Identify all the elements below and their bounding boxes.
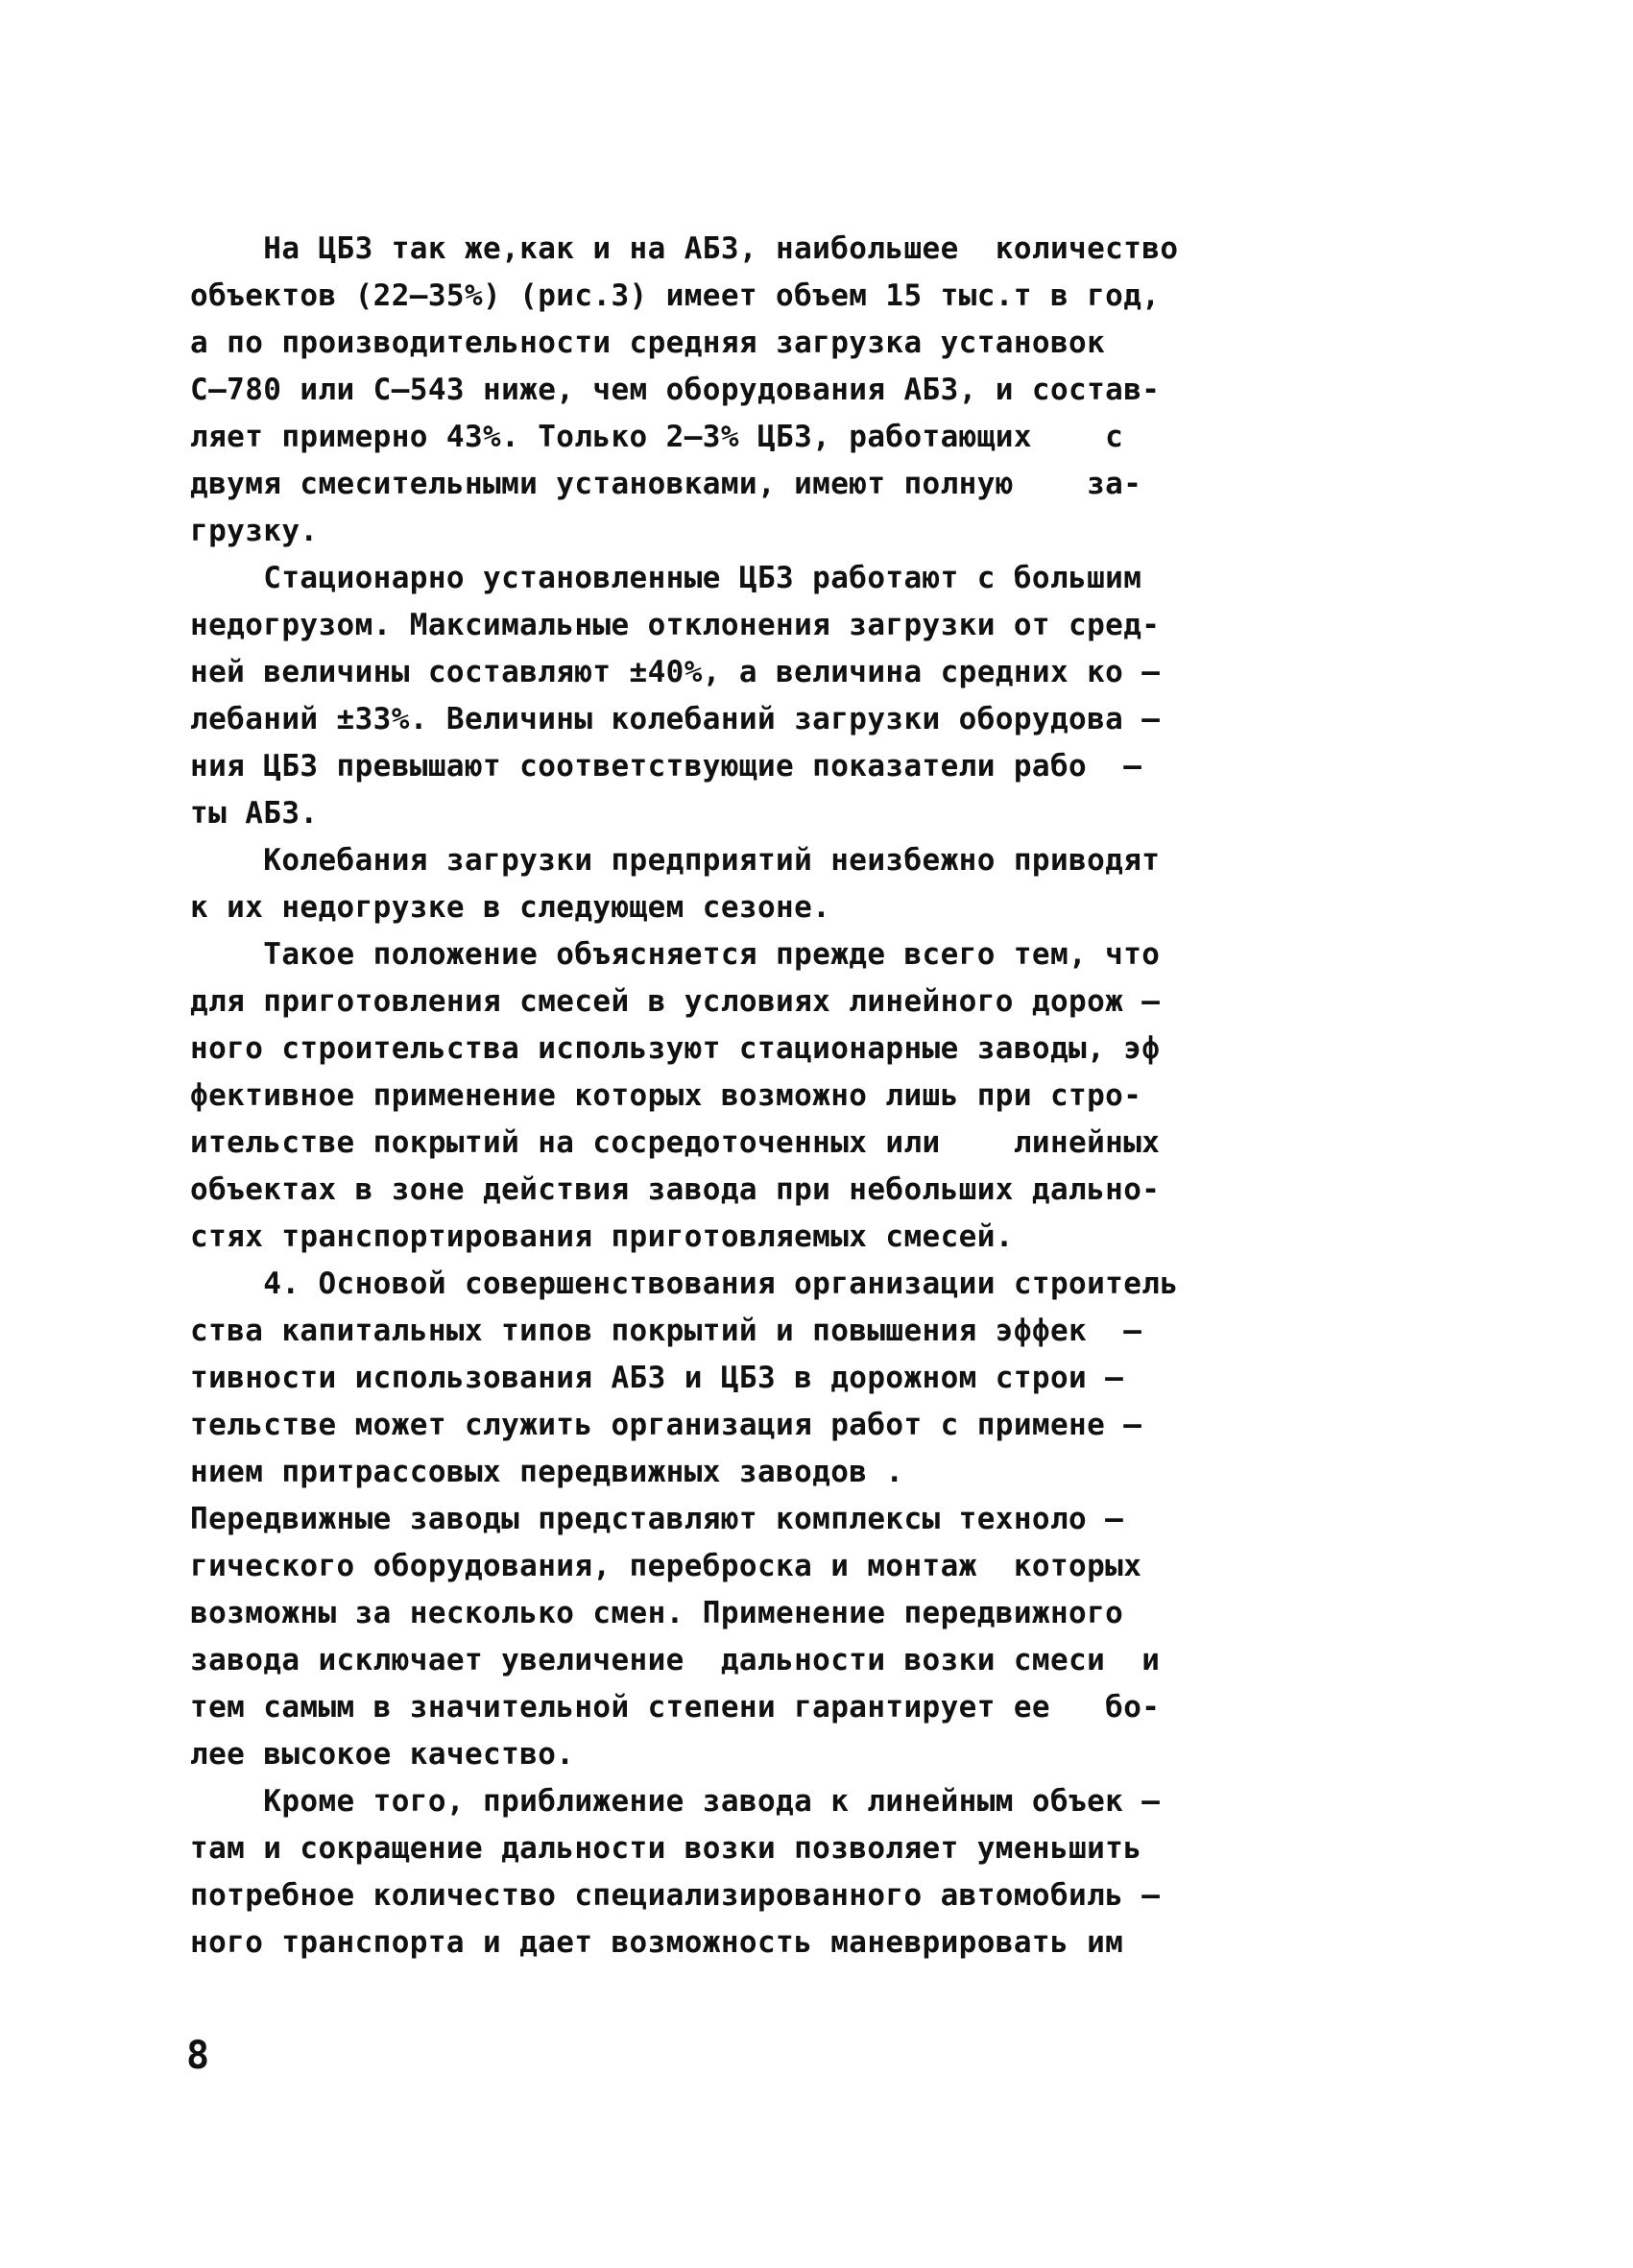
text-line: потребное количество специализированного автомобиль –	[190, 1878, 1161, 1913]
text-line: На ЦБЗ так же,как и на АБЗ, наибольшее количество	[190, 231, 1179, 266]
text-line: тивности использования АБЗ и ЦБЗ в дорожном строи –	[190, 1361, 1124, 1395]
text-line: там и сокращение дальности возки позволяет уменьшить	[190, 1831, 1142, 1866]
text-line: тем самым в значительной степени гарантирует ее бо-	[190, 1690, 1161, 1725]
text-line: лебаний ±33%. Величины колебаний загрузки оборудова –	[190, 702, 1161, 736]
text-line: Кроме того, приближение завода к линейным объек –	[190, 1784, 1161, 1819]
text-line: Колебания загрузки предприятий неизбежно приводят	[190, 843, 1161, 878]
text-line: ты АБЗ.	[190, 796, 319, 831]
text-line: завода исключает увеличение дальности возки смеси и	[190, 1643, 1161, 1677]
text-line: ства капитальных типов покрытий и повышения эффек –	[190, 1314, 1142, 1348]
text-line: грузку.	[190, 514, 319, 548]
text-line: ляет примерно 43%. Только 2–3% ЦБЗ, работающих с	[190, 420, 1124, 454]
text-line: ного строительства используют стационарные заводы, эф	[190, 1031, 1161, 1066]
text-line: объектах в зоне действия завода при небольших дально-	[190, 1172, 1161, 1207]
text-line: ния ЦБЗ превышают соответствующие показатели рабо –	[190, 749, 1142, 784]
text-line: возможны за несколько смен. Применение передвижного	[190, 1596, 1124, 1630]
text-line: недогрузом. Максимальные отклонения загрузки от сред-	[190, 608, 1161, 642]
text-line: лее высокое качество.	[190, 1737, 575, 1772]
text-line: Передвижные заводы представляют комплексы техноло –	[190, 1502, 1124, 1536]
text-line: фективное применение которых возможно лишь при стро-	[190, 1078, 1142, 1113]
text-line: стях транспортирования приготовляемых смесей.	[190, 1219, 1014, 1254]
text-line: двумя смесительными установками, имеют полную за-	[190, 467, 1142, 501]
text-line: тельстве может служить организация работ с примене –	[190, 1408, 1142, 1442]
text-line: к их недогрузке в следующем сезоне.	[190, 890, 831, 925]
body-text	[190, 226, 1448, 1966]
text-line: Стационарно установленные ЦБЗ работают с большим	[190, 561, 1142, 595]
text-line: объектов (22–35%) (рис.3) имеет объем 15 тыс.т в год,	[190, 278, 1161, 313]
text-line: нием притрассовых передвижных заводов .	[190, 1455, 904, 1489]
page-number: 8	[186, 2034, 210, 2078]
text-line: а по производительности средняя загрузка установок	[190, 326, 1106, 360]
text-line: 4. Основой совершенствования организации строитель	[190, 1267, 1179, 1301]
text-line: для приготовления смесей в условиях линейного дорож –	[190, 984, 1161, 1019]
text-line: Такое положение объясняется прежде всего тем, что	[190, 937, 1161, 972]
text-line: ного транспорта и дает возможность маневрировать им	[190, 1925, 1124, 1960]
text-line: гического оборудования, переброска и монтаж которых	[190, 1549, 1142, 1583]
text-line: ительстве покрытий на сосредоточенных или линейных	[190, 1125, 1161, 1160]
text-line: С–780 или С–543 ниже, чем оборудования АБЗ, и состав-	[190, 373, 1161, 407]
text-line: ней величины составляют ±40%, а величина средних ко –	[190, 655, 1161, 689]
